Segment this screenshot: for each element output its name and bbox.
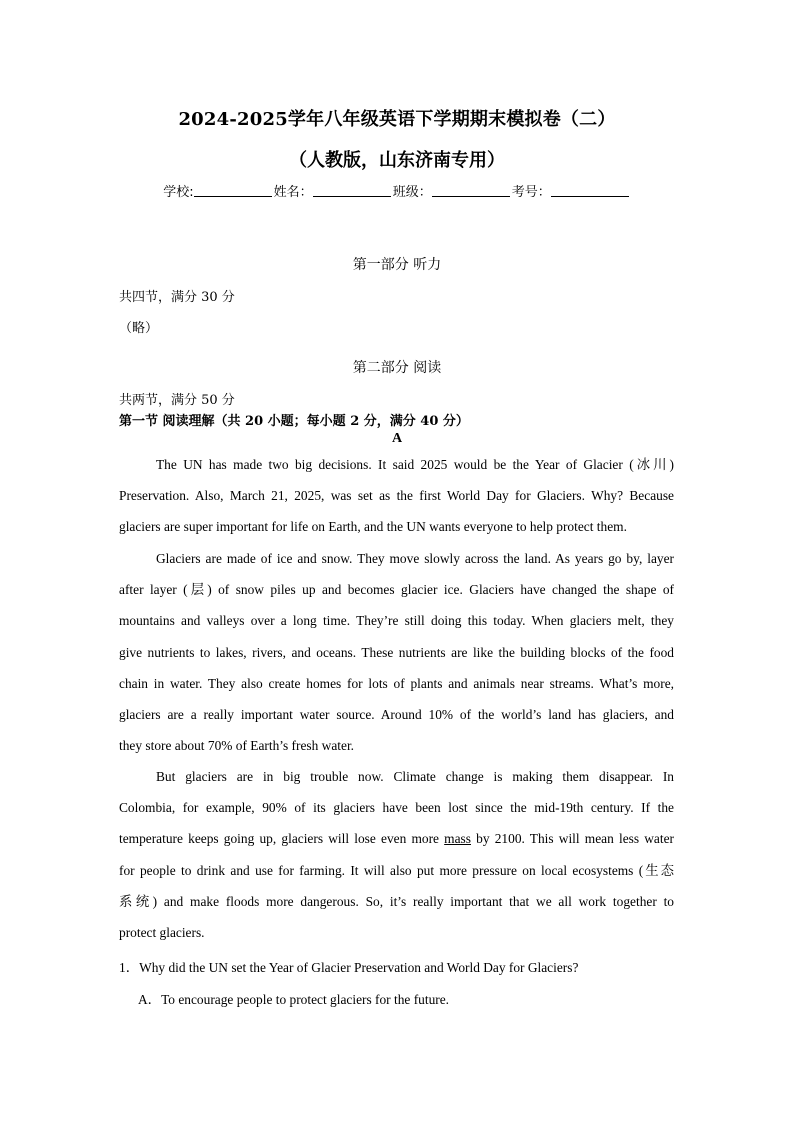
part1-note: 共四节，满分 30 分 [119,290,235,305]
passage-line: glaciers are super important for life on Earth, and the UN wants everyone to help protect them. [119,519,627,535]
section1-heading: 第一节 阅读理解（共 20 小题；每小题 2 分，满分 40 分） [119,414,469,429]
passage-text: temperature keeps going up, glaciers will lose even more [119,831,445,847]
passage-line: they store about 70% of Earth’s fresh water. [119,738,355,754]
exam-title: 2024-2025学年八年级英语下学期期末模拟卷（二） [178,109,616,130]
question-1-option-a[interactable] [138,989,449,1008]
passage-line: after layer (层) of snow piles up and becomes glacier ice. Glaciers have changed the shape of [119,582,674,598]
passage-line: 系统) and make floods more dangerous. So, it’s really important that we all work together to [119,893,674,909]
part1-omitted: （略） [119,321,159,336]
passage-line: Colombia, for example, 90% of its glaciers have been lost since the mid-19th century. If the [119,800,674,816]
class-blank[interactable] [432,184,510,197]
name-label: 姓名： [273,185,313,200]
passage-line: Preservation. Also, March 21, 2025, was set as the first World Day for Glaciers. Why? Because [119,488,674,504]
passage-line: glaciers are a really important water source. Around 10% of the world’s land has glaciers, and [119,706,674,722]
class-label: 班级： [392,185,432,200]
option-letter: A． [138,992,162,1007]
passage-line: chain in water. They also create homes for lots of plants and animals near streams. What’s more, [119,675,674,691]
question-text: Why did the UN set the Year of Glacier Preservation and World Day for Glaciers? [139,960,579,975]
exam-no-label: 考号： [511,185,551,200]
passage-line: The UN has made two big decisions. It said 2025 would be the Year of Glacier (冰川) [156,457,674,472]
exam-subtitle: （人教版，山东济南专用） [289,150,505,171]
passage-line: But glaciers are in big trouble now. Climate change is making them disappear. In [156,769,674,784]
passage-label: A [391,431,403,446]
part2-heading: 第二部分 阅读 [352,360,442,376]
question-number: 1． [119,960,140,975]
underlined-word: mass [444,831,471,847]
exam-no-blank[interactable] [551,184,629,197]
passage-paragraph-2 [119,543,674,761]
school-label: 学校: [163,185,194,200]
passage-text: by 2100. This will mean less water [470,831,674,847]
name-blank[interactable] [313,184,391,197]
part2-note: 共两节，满分 50 分 [119,393,235,408]
student-info-line [0,181,794,200]
passage-line: give nutrients to lakes, rivers, and oceans. These nutrients are like the building blocks of the food [119,644,674,660]
passage-line: mountains and valleys over a long time. They’re still doing this today. When glaciers melt, they [119,613,674,629]
passage-line: for people to drink and use for farming. It will also put more pressure on local ecosystems (生态 [119,862,674,878]
passage-paragraph-1 [119,449,674,543]
passage-line: Glaciers are made of ice and snow. They move slowly across the land. As years go by, layer [156,551,674,566]
part1-heading: 第一部分 听力 [352,257,442,273]
question-1 [119,957,578,976]
passage-line: protect glaciers. [119,924,205,940]
school-blank[interactable] [194,184,272,197]
passage-line [119,823,674,854]
option-text: To encourage people to protect glaciers for the future. [161,992,450,1007]
passage-paragraph-3 [119,761,674,948]
